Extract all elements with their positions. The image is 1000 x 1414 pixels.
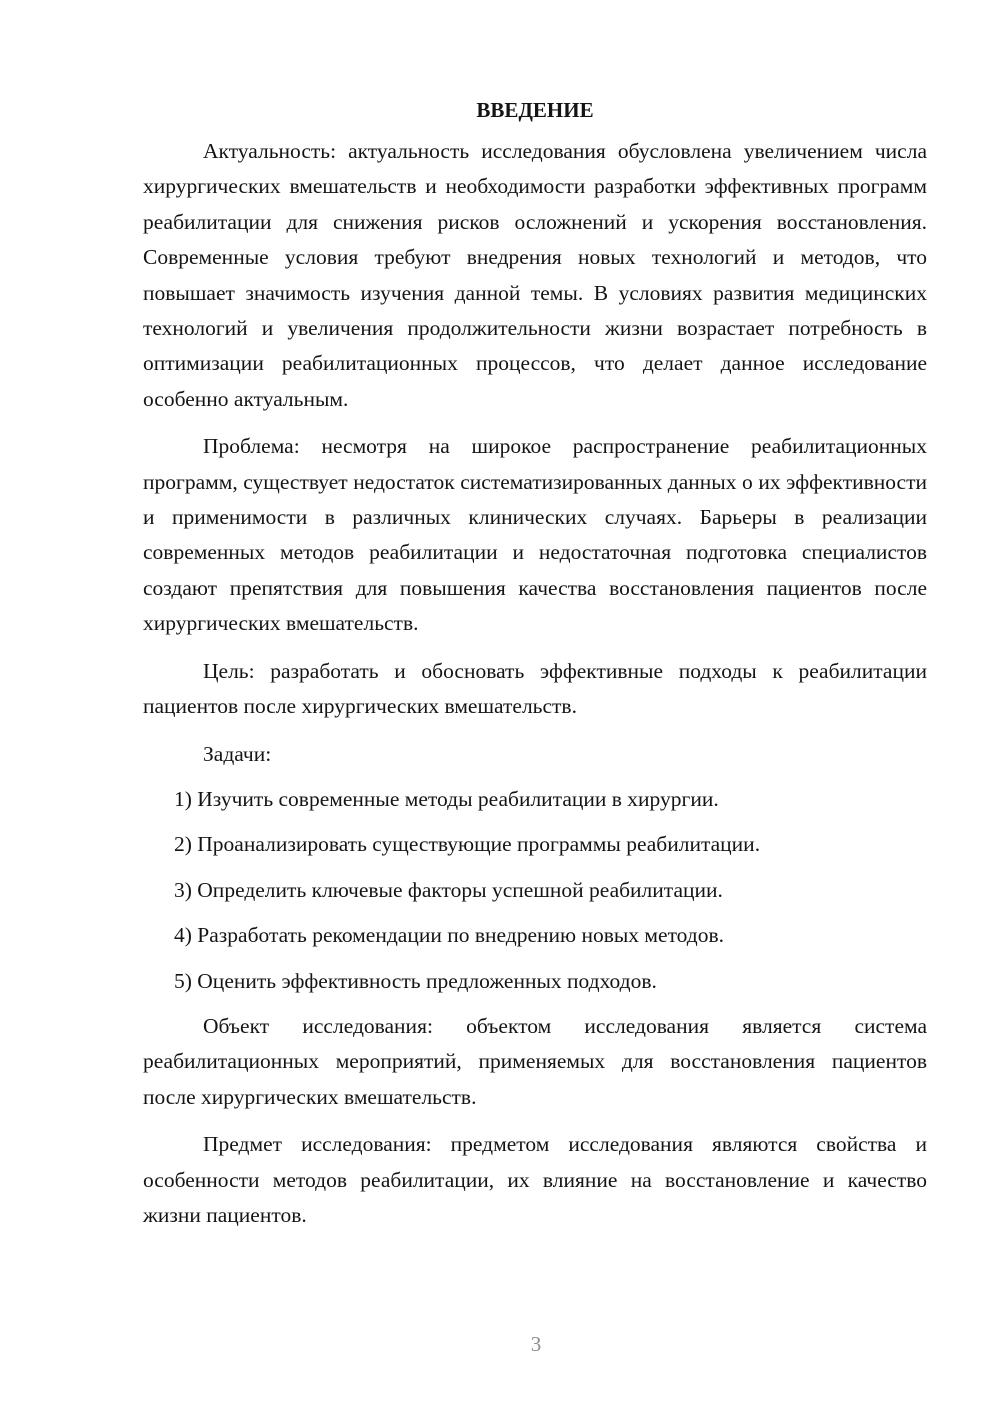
task-item: 5) Оценить эффективность предложенных подходов. [174, 968, 657, 993]
task-item: 3) Определить ключевые факторы успешной реабилитации. [174, 877, 723, 902]
tasks-list [143, 782, 927, 999]
paragraph-goal: Цель: разработать и обосновать эффективные подходы к реабилитации пациентов после хирургических вмешательств. [143, 658, 927, 719]
task-item: 2) Проанализировать существующие программы реабилитации. [174, 832, 761, 857]
task-item: 4) Разработать рекомендации по внедрению новых методов. [174, 923, 725, 948]
paragraph-problem: Проблема: несмотря на широкое распространение реабилитационных программ, существует недостаток систематизированных данных о их эффективности и применимости в различных клинических случаях. Барьеры в реализации современных методов реабилитации и недостаточная подготовка специалистов создают препятствия для повышения качества восстановления пациентов после хирургических вмешательств. [143, 434, 927, 636]
task-item: 1) Изучить современные методы реабилитации в хирургии. [174, 786, 719, 811]
section-title: ВВЕДЕНИЕ [476, 98, 594, 122]
tasks-heading: Задачи: [203, 741, 272, 766]
page-number: 3 [530, 1332, 542, 1356]
paragraph-object: Объект исследования: объектом исследования является система реабилитационных мероприятий, применяемых для восстановления пациентов после хирургических вмешательств. [143, 1013, 927, 1109]
paragraph-relevance: Актуальность: актуальность исследования обусловлена увеличением числа хирургических вмешательств и необходимости разработки эффективных программ реабилитации для снижения рисков осложнений и ускорения восстановления. Современные условия требуют внедрения новых технологий и методов, что повышает значимость изучения данной темы. В условиях развития медицинских технологий и увеличения продолжительности жизни возрастает потребность в оптимизации реабилитационных процессов, что делает данное исследование особенно актуальным. [143, 139, 927, 411]
document-page [143, 93, 927, 1245]
paragraph-subject: Предмет исследования: предметом исследования являются свойства и особенности методов реабилитации, их влияние на восстановление и качество жизни пациентов. [143, 1132, 927, 1227]
